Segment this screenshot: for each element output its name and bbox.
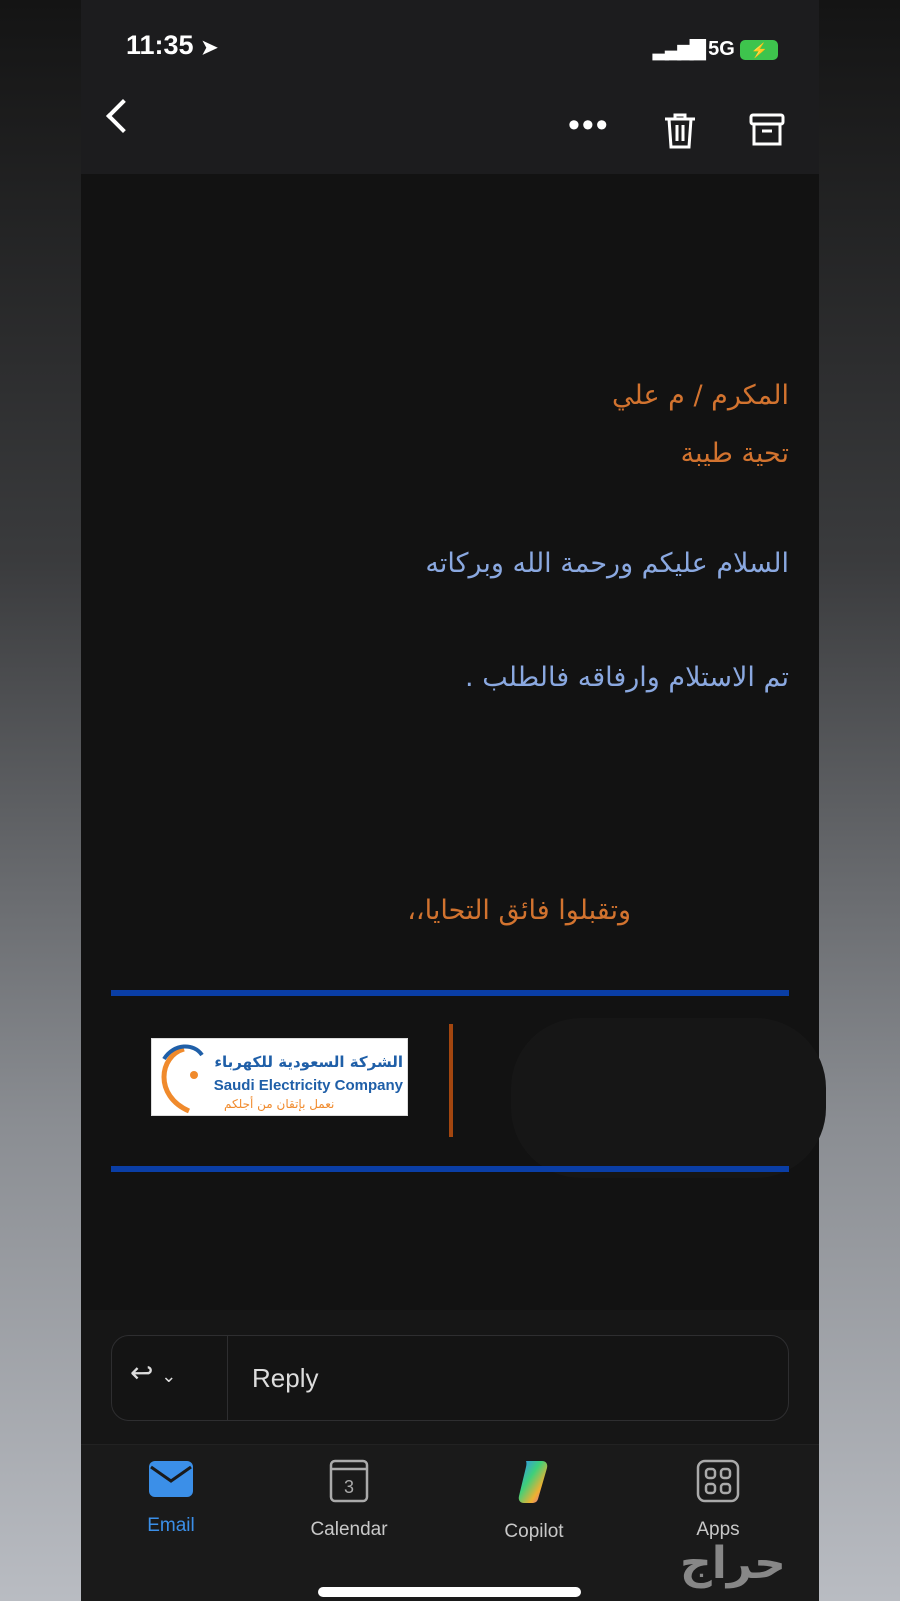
- email-body: تم الاستلام وارفاقه فالطلب .: [465, 662, 789, 693]
- time-text: 11:35: [126, 30, 194, 60]
- calendar-day: 3: [343, 1477, 355, 1497]
- tab-label: Apps: [696, 1519, 740, 1540]
- logo-swoosh-icon: [154, 1041, 214, 1115]
- phone-screen: [81, 0, 819, 1601]
- watermark-logo: حراج: [680, 1538, 786, 1589]
- apps-grid-icon: [696, 1459, 740, 1503]
- logo-tagline: نعمل بإتقان من أجلكم: [224, 1097, 335, 1111]
- tab-calendar[interactable]: [279, 1459, 419, 1541]
- trash-icon: [663, 112, 697, 150]
- tab-copilot[interactable]: [464, 1459, 604, 1543]
- copilot-icon: [512, 1459, 556, 1505]
- tab-apps[interactable]: [648, 1459, 788, 1541]
- calendar-icon: [327, 1459, 371, 1503]
- reply-arrow-icon: ↩: [130, 1357, 154, 1388]
- tab-label: Email: [147, 1515, 195, 1536]
- status-right: [653, 36, 778, 61]
- chevron-down-icon: ⌄: [161, 1366, 177, 1386]
- closing: وتقبلوا فائق التحايا،،: [407, 895, 631, 926]
- salutation: المكرم / م علي: [612, 380, 789, 411]
- tab-label: Calendar: [310, 1519, 388, 1540]
- signal-icon: ▂▃▅▇: [653, 38, 703, 60]
- more-button[interactable]: •••: [568, 106, 610, 144]
- reply-options-button[interactable]: [112, 1336, 228, 1420]
- logo-english: Saudi Electricity Company: [213, 1077, 403, 1094]
- salam: السلام عليكم ورحمة الله وبركاته: [425, 548, 789, 579]
- delete-button[interactable]: [663, 112, 693, 148]
- company-logo: [151, 1038, 408, 1116]
- signature-divider: [449, 1024, 453, 1137]
- reply-bar: [111, 1335, 789, 1421]
- reply-input[interactable]: Reply: [252, 1363, 319, 1393]
- archive-button[interactable]: [749, 112, 785, 153]
- signature-rule-bottom: [111, 1166, 789, 1172]
- envelope-icon: [147, 1459, 195, 1499]
- status-time: [126, 30, 218, 61]
- redacted-area: [511, 1018, 826, 1178]
- greeting: تحية طيبة: [680, 438, 789, 469]
- header: [81, 0, 819, 174]
- logo-arabic: الشركة السعودية للكهرباء: [214, 1053, 403, 1071]
- home-indicator[interactable]: [318, 1587, 581, 1597]
- archive-icon: [749, 112, 785, 148]
- battery-icon: ⚡: [740, 40, 778, 60]
- location-icon: ➤: [201, 37, 218, 59]
- signature-rule-top: [111, 990, 789, 996]
- network-label: 5G: [708, 38, 735, 60]
- tab-label: Copilot: [504, 1521, 564, 1542]
- back-button[interactable]: [106, 99, 140, 133]
- tab-email[interactable]: [101, 1459, 241, 1537]
